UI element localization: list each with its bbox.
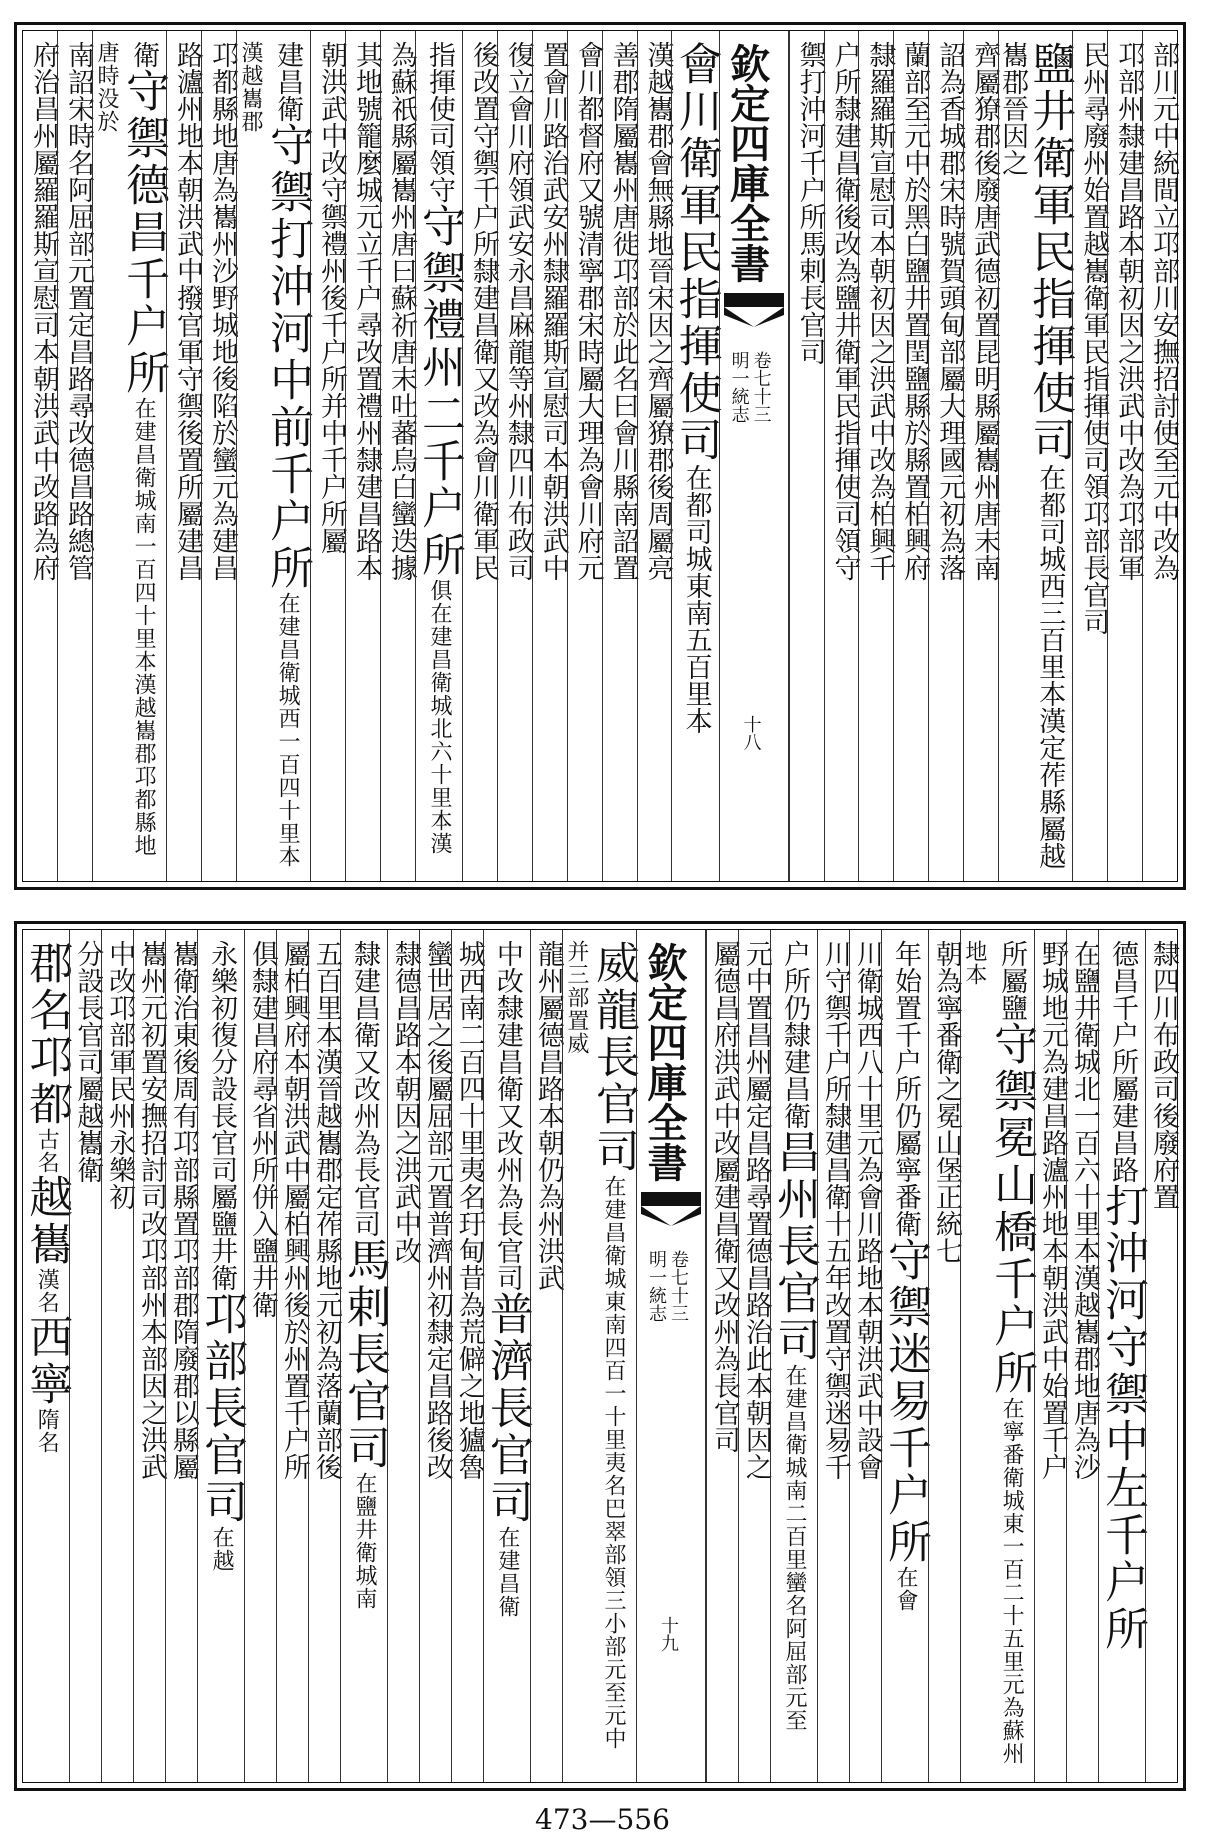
text-column: 詔為香城郡宋時號賀頭甸部屬大理國元初為落	[928, 31, 963, 881]
text-column: 建昌衛守禦打沖河中前千户所在建昌衛城西一百四十里本漢越巂郡	[236, 31, 310, 881]
book-title: 欽定四庫全書	[641, 942, 688, 1182]
sub-title: 明一統志	[646, 1250, 667, 1322]
page-top	[14, 22, 1186, 890]
entry-heading: 馬剌長官司	[339, 1237, 390, 1472]
text-column: 民州尋廢州始置越巂衛軍民指揮使司領邛部長官司	[1072, 31, 1107, 881]
book-title: 欽定四庫全書	[723, 43, 771, 283]
text-column: 在鹽井衛城北一百六十里本漢越巂郡地唐為沙	[1066, 930, 1098, 1782]
text-column: 府治昌州屬羅羅斯宣慰司本朝洪武中改路為府	[28, 41, 60, 581]
text-column: 蠻世居之後屬屈部元置普濟州初隸定昌路後改	[419, 930, 451, 1782]
text-column: 禦打沖河千户所馬剌長官司	[789, 31, 824, 881]
text-column: 野城地元為建昌路瀘州地本朝洪武中始置千户	[1034, 930, 1066, 1782]
text-column: 漢越巂郡會無縣地晉宋因之齊屬獠郡後周屬亮	[637, 31, 672, 881]
text-column: 指揮使司領守守禦禮州二千户所俱在建昌衛城北六十里本漢	[415, 31, 462, 881]
entry-heading: 邛部長官司	[196, 1291, 248, 1526]
entry-heading: 鹽井衛軍民指揮使司	[1024, 41, 1076, 464]
juan-number: 卷七十三	[668, 1250, 689, 1322]
columns-bottom	[23, 930, 1177, 1782]
text-column: 部川元中統間立邛部川安撫招討使至元中改為	[1142, 31, 1177, 881]
text-column: 德昌千户所屬建昌路打沖河守禦中左千户所	[1098, 930, 1145, 1782]
sub-title: 明一統志	[728, 351, 750, 423]
text-column: 隸四川布政司後廢府置	[1145, 930, 1177, 1782]
text-column: 齊屬獠郡後廢唐武德初置昆明縣屬巂州唐末南	[963, 31, 998, 881]
text-column: 隸德昌路本朝因之洪武中改	[387, 930, 419, 1782]
fishtail-mark	[641, 1192, 701, 1226]
text-column: 南詔宋時名阿屈部元置定昌路尋改德昌路總管	[57, 31, 92, 881]
text-column: 鹽井衛軍民指揮使司在都司城西三百里本漢定莋縣屬越巂郡晉因之	[998, 31, 1072, 881]
text-column: 川守禦千户所隸建昌衛十五年改置守禦迷易千	[817, 930, 849, 1782]
text-column: 朝洪武中改守禦禮州後千户所并中千户所屬	[310, 31, 345, 881]
entry-heading: 會川衛軍民指揮使司	[670, 41, 722, 464]
text-column: 為蘇祇縣屬巂州唐曰蘇祈唐末吐蕃烏白蠻迭據	[380, 31, 415, 881]
text-column: 朝為寧番衛之冕山堡正統七	[928, 930, 960, 1782]
center-spine	[636, 930, 706, 1782]
text-column: 會川都督府又號清寧郡宋時屬大理為會川府元	[567, 31, 602, 881]
text-column: 龍州屬德昌路本朝仍為州洪武	[530, 930, 562, 1782]
page-number: 十八	[740, 715, 762, 751]
text-column: 隸建昌衛又改州為長官司馬剌長官司在鹽井衛城南	[340, 930, 387, 1782]
text-column: 後改置守禦千户所隸建昌衛又改為會川衛軍民	[462, 31, 497, 881]
text-column: 復立會川府領武安永昌麻龍等州隸四川布政司	[497, 31, 532, 881]
entry-heading: 西寧	[21, 1314, 73, 1408]
entry-heading: 守禦迷易千户所	[880, 1237, 931, 1566]
page-bottom	[14, 921, 1186, 1791]
text-column: 屬柏興府本朝洪武中屬柏興州後於州置千户所	[276, 930, 308, 1782]
entry-heading: 打沖河守禦中左千户所	[1097, 1183, 1149, 1653]
text-column: 其地號籠麼城元立千户尋改置禮州隸建昌路本	[345, 31, 380, 881]
text-column: 俱隸建昌府尋省州所併入鹽井衛	[244, 930, 276, 1782]
text-column: 中改隸建昌衛又改州為長官司普濟長官司在建昌衛	[483, 930, 530, 1782]
text-column: 蘭部至元中於黑白鹽井置閏鹽縣於縣置柏興府	[893, 31, 928, 881]
entry-heading: 郡名邛都	[21, 940, 73, 1128]
text-column: 巂州元初置安撫招討司改邛部州本部因之洪武	[133, 930, 165, 1782]
text-column: 置會川路治武安州隸羅羅斯宣慰司本朝洪武中	[532, 31, 567, 881]
center-spine	[719, 31, 789, 881]
text-column: 永樂初復分設長官司屬鹽井衛邛部長官司在越	[197, 930, 244, 1782]
text-column: 路瀘州地本朝洪武中撥官軍守禦後置所屬建昌	[166, 31, 201, 881]
entry-heading: 守禦打沖河中前千户所	[262, 122, 314, 592]
text-column: 善郡隋屬巂州唐徙邛部於此名曰會川縣南詔置	[602, 31, 637, 881]
fishtail-mark	[724, 293, 784, 327]
entry-heading: 守禦德昌千户所	[118, 68, 170, 397]
text-column: 户所隸建昌衛後改為鹽井衛軍民指揮使司領守	[824, 31, 859, 881]
entry-heading: 越巂	[21, 1174, 73, 1268]
page-footer-number: 473—556	[535, 1803, 670, 1836]
juan-number: 卷七十三	[750, 351, 772, 423]
text-column: 所屬鹽守禦冕山橋千户所在寧番衛城東一百二十五里元為蘇州地本	[960, 930, 1034, 1782]
text-column: 威龍長官司在建昌衛城東南四百一十里夷名巴翠部領三小部元至元中并三部置威	[562, 930, 636, 1782]
text-column: 巂衛治東後周有邛部縣置邛部郡隋廢郡以縣屬	[165, 930, 197, 1782]
text-column: 隸羅羅斯宣慰司本朝初因之洪武中改為柏興千	[858, 31, 893, 881]
entry-heading: 昌州長官司	[769, 1129, 820, 1364]
text-column: 衛守禦德昌千户所在建昌衛城南一百四十里本漢越巂郡邛都縣地唐時没於	[92, 31, 166, 881]
text-column: 分設長官司屬越巂衛	[69, 930, 101, 1782]
text-column: 城西南二百四十里夷名玗甸昔為荒僻之地獹魯	[451, 930, 483, 1782]
text-column: 邛都縣地唐為巂州沙野城地後陷於蠻元為建昌	[201, 31, 236, 881]
text-column: 元中置昌州屬定昌路尋置德昌路治此本朝因之	[738, 930, 770, 1782]
columns-top	[23, 31, 1177, 881]
text-column: 邛部州隸建昌路本朝初因之洪武中改為邛部軍	[1107, 31, 1142, 881]
text-column: 會川衛軍民指揮使司在都司城東南五百里本	[671, 31, 718, 881]
text-column: 户所仍隸建昌衛昌州長官司在建昌衛城南二百里蠻名阿屈部元至	[770, 930, 817, 1782]
text-column: 屬德昌府洪武中改屬建昌衛又改州為長官司	[706, 930, 738, 1782]
text-column: 五百里本漢晉越巂郡定莋縣地元初為落蘭部後	[308, 930, 340, 1782]
page-number: 十九	[658, 1616, 679, 1652]
entry-heading: 普濟長官司	[481, 1291, 533, 1526]
entry-heading: 威龍長官司	[588, 940, 639, 1175]
text-column: 中改邛部軍民州永樂初	[101, 930, 133, 1782]
entry-heading: 守禦冕山橋千户所	[986, 1021, 1038, 1397]
text-column: 川衛城西八十里元為會川路地本朝洪武中設會	[849, 930, 881, 1782]
text-column: 郡名邛都古名越巂漢名西寧隋名	[21, 940, 73, 1454]
text-column: 年始置千户所仍屬寧番衛守禦迷易千户所在會	[881, 930, 928, 1782]
entry-heading: 守禦禮州二千户所	[414, 203, 466, 579]
